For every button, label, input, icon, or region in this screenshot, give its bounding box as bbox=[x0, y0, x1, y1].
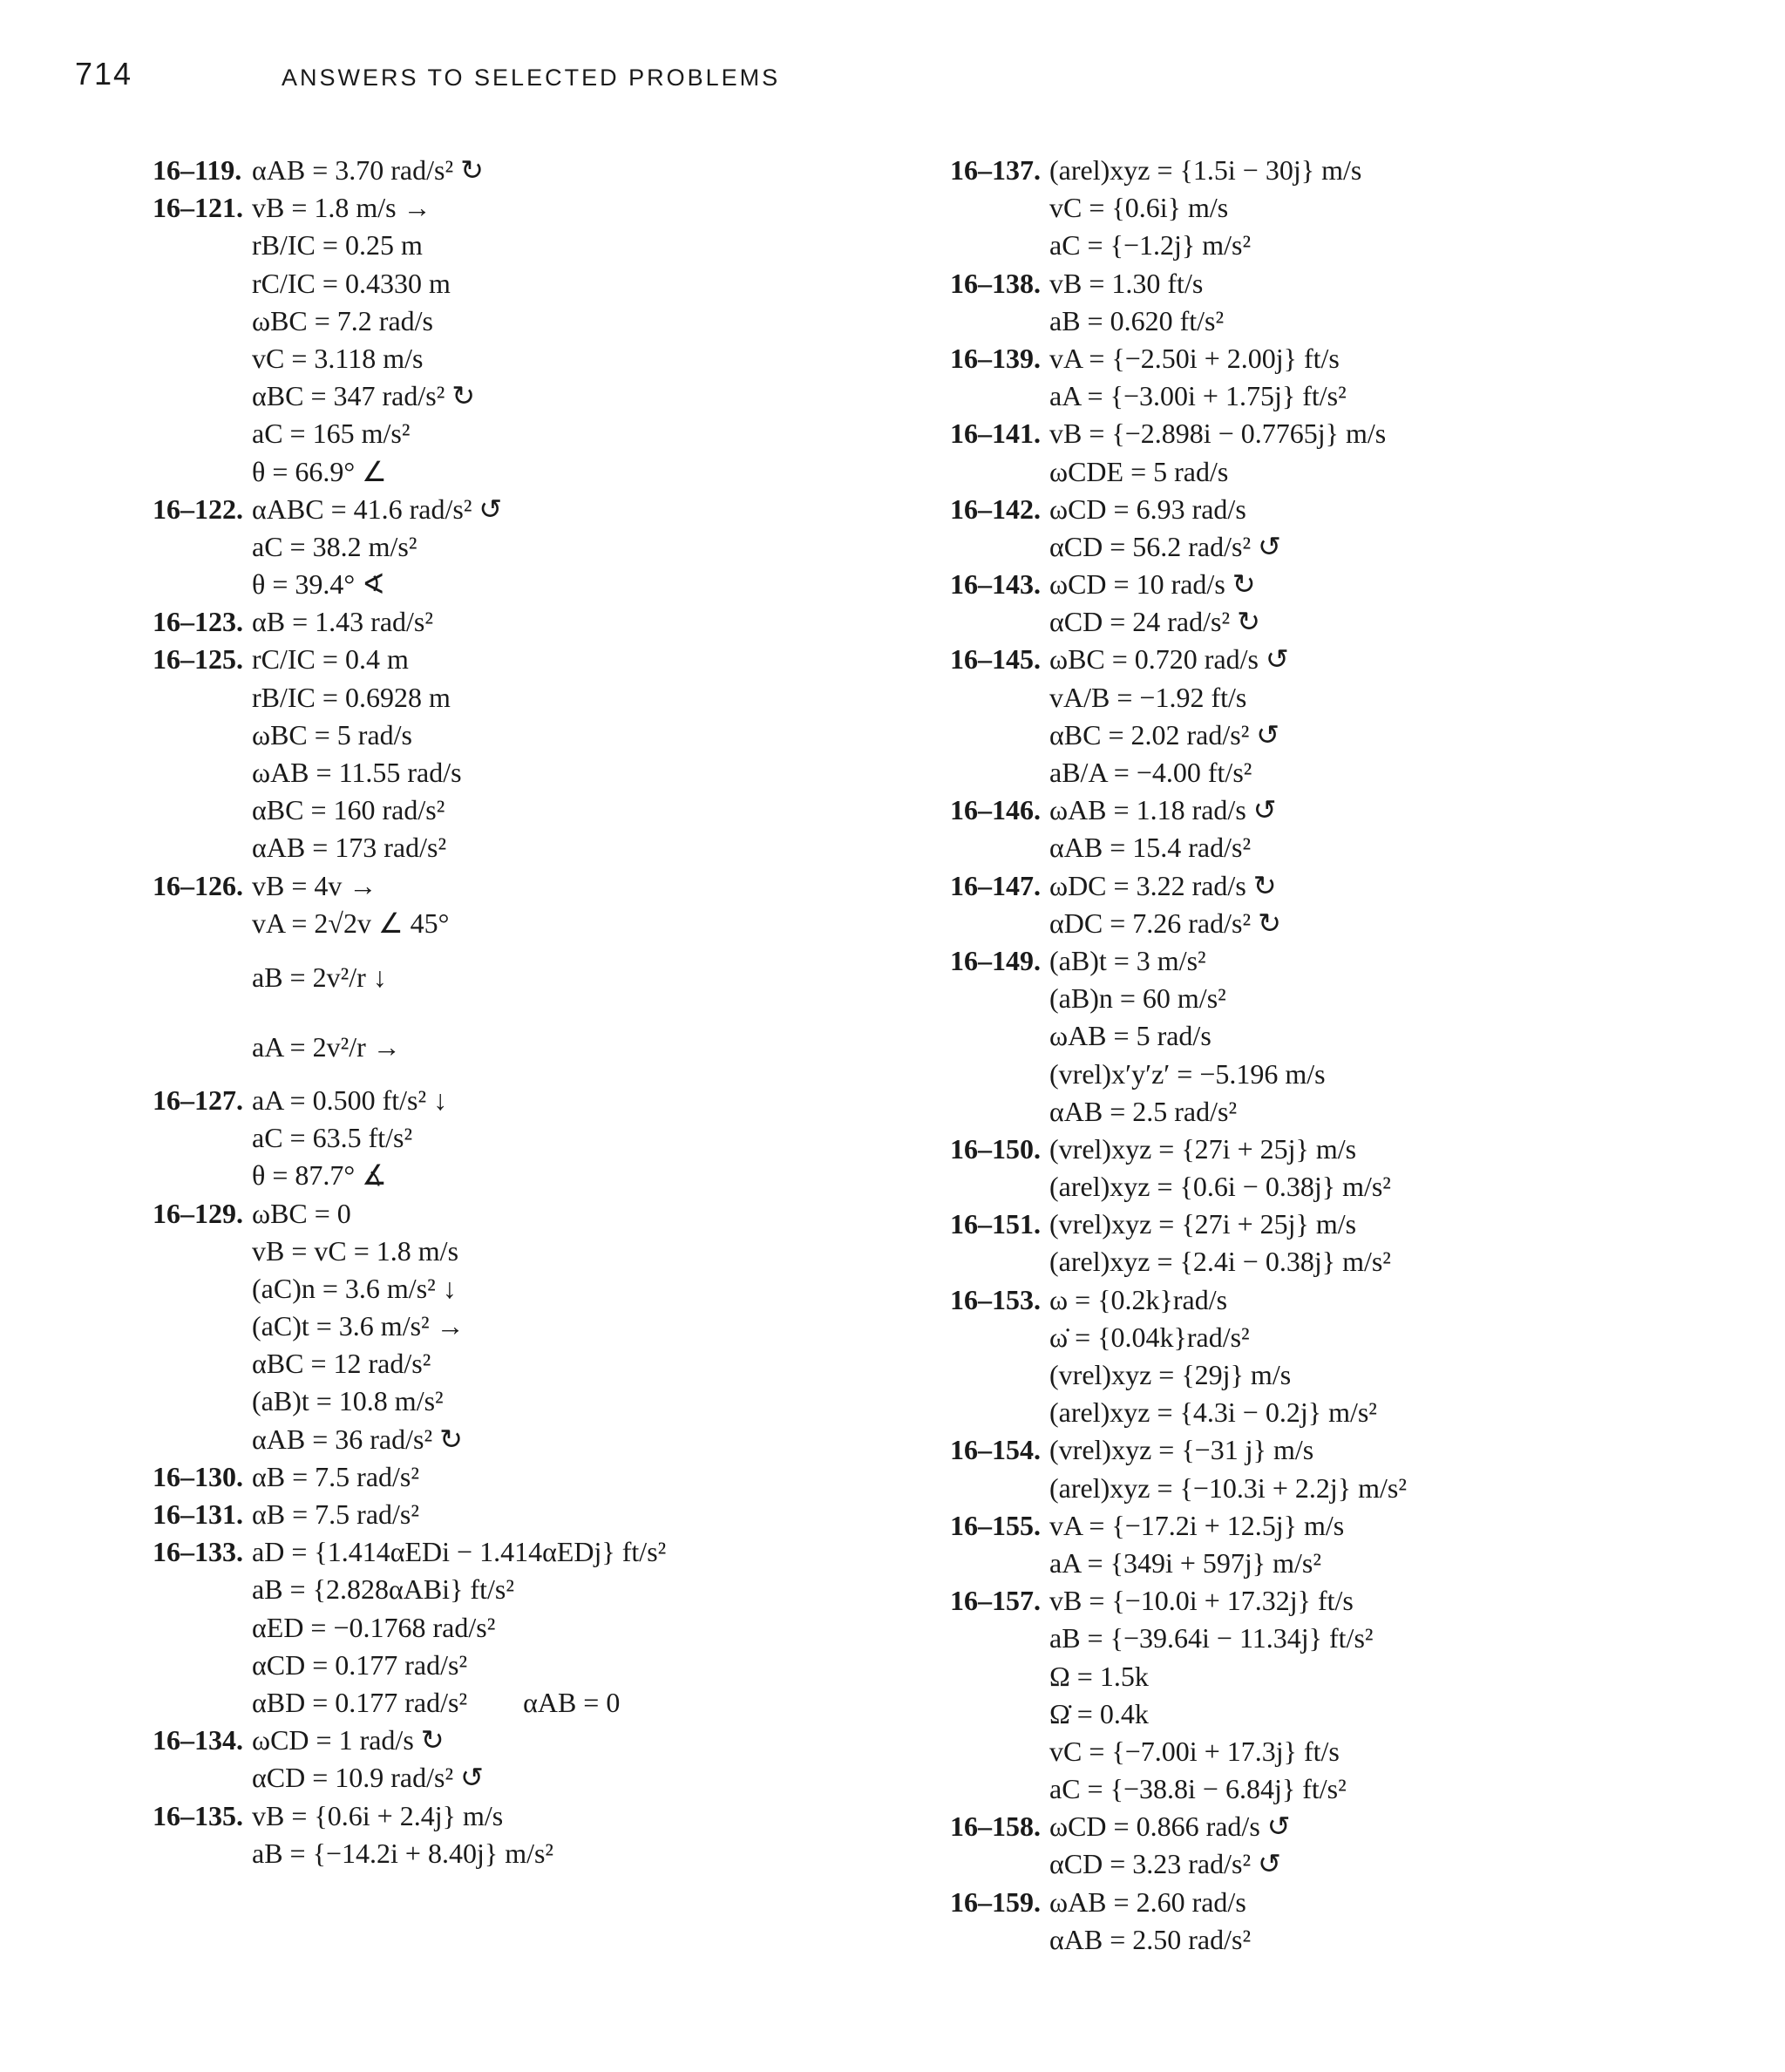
answer-line bbox=[153, 265, 937, 302]
answer-line bbox=[153, 415, 937, 452]
answer-text: ωDC = 3.22 rad/s ↻ bbox=[1049, 869, 1277, 901]
answer-text: vA = 2√2v ∠ 45° bbox=[252, 907, 450, 939]
answer-line bbox=[153, 1647, 937, 1684]
answer-line bbox=[950, 603, 1734, 641]
answer-line bbox=[153, 377, 937, 415]
answer-text: (aC)n = 3.6 m/s² ↓ bbox=[252, 1272, 457, 1304]
answer-line bbox=[950, 641, 1734, 678]
answer-text: ωAB = 11.55 rad/s bbox=[252, 757, 462, 788]
problem-number: 16–119. bbox=[153, 154, 242, 186]
problem-number: 16–150. bbox=[950, 1132, 1041, 1165]
answer-text: αBC = 347 rad/s² ↻ bbox=[252, 380, 476, 412]
answer-text: αAB = 3.70 rad/s² ↻ bbox=[252, 154, 484, 186]
answer-text: (aB)t = 10.8 m/s² bbox=[252, 1385, 444, 1417]
problem-number: 16–130. bbox=[153, 1460, 243, 1492]
answer-text: vC = 3.118 m/s bbox=[252, 342, 424, 374]
problem-number: 16–141. bbox=[950, 418, 1041, 450]
answer-line bbox=[950, 1695, 1734, 1733]
answer-line bbox=[950, 1206, 1734, 1243]
answer-text: (arel)xyz = {2.4i − 0.38j} m/s² bbox=[1049, 1246, 1391, 1278]
answer-line bbox=[153, 302, 937, 340]
problem-number: 16–159. bbox=[950, 1885, 1041, 1918]
answer-line bbox=[153, 1157, 937, 1194]
answer-line bbox=[950, 754, 1734, 791]
answer-line bbox=[950, 1356, 1734, 1394]
answer-text: aB = {−39.64i − 11.34j} ft/s² bbox=[1049, 1622, 1374, 1654]
answer-text: ωCD = 1 rad/s ↻ bbox=[252, 1724, 445, 1756]
answer-text: rC/IC = 0.4 m bbox=[252, 643, 409, 676]
answer-line bbox=[153, 528, 937, 566]
answer-text: αBD = 0.177 rad/s² bbox=[252, 1686, 468, 1718]
answer-line bbox=[950, 1770, 1734, 1808]
problem-number: 16–121. bbox=[153, 192, 243, 224]
answer-text: αCD = 0.177 rad/s² bbox=[252, 1648, 468, 1681]
answer-line bbox=[950, 1168, 1734, 1206]
answer-text: (arel)xyz = {4.3i − 0.2j} m/s² bbox=[1049, 1396, 1377, 1429]
answer-text: aB/A = −4.00 ft/s² bbox=[1049, 757, 1252, 788]
answer-line bbox=[950, 1582, 1734, 1620]
answer-line bbox=[153, 1835, 937, 1872]
answer-text: aC = 165 m/s² bbox=[252, 418, 411, 450]
answer-text: (vrel)xyz = {−31 j} m/s bbox=[1049, 1434, 1314, 1466]
answer-text: vA/B = −1.92 ft/s bbox=[1049, 681, 1247, 713]
answer-text: Ω̇ = 0.4k bbox=[1049, 1697, 1149, 1729]
answer-text: aB = {−14.2i + 8.40j} m/s² bbox=[252, 1837, 554, 1869]
problem-number: 16–158. bbox=[950, 1810, 1041, 1843]
answer-line bbox=[950, 1131, 1734, 1168]
problem-number: 16–125. bbox=[153, 643, 243, 676]
answer-text: αBC = 2.02 rad/s² ↺ bbox=[1049, 718, 1280, 751]
answer-text: (aC)t = 3.6 m/s² → bbox=[252, 1310, 465, 1342]
answer-line bbox=[153, 1722, 937, 1759]
answer-line bbox=[950, 453, 1734, 491]
answer-text: rB/IC = 0.6928 m bbox=[252, 681, 451, 713]
answer-line bbox=[950, 1845, 1734, 1883]
answer-line bbox=[950, 1243, 1734, 1281]
answer-line bbox=[950, 1733, 1734, 1770]
answer-line bbox=[153, 603, 937, 641]
problem-number: 16–131. bbox=[153, 1498, 243, 1530]
answer-text: vA = {−17.2i + 12.5j} m/s bbox=[1049, 1509, 1345, 1541]
answer-line bbox=[153, 491, 937, 528]
answer-line bbox=[950, 942, 1734, 980]
answer-line bbox=[950, 679, 1734, 717]
answer-text: ωAB = 2.60 rad/s bbox=[1049, 1885, 1246, 1918]
problem-number: 16–151. bbox=[950, 1208, 1041, 1240]
answer-text: θ = 66.9° ∠ bbox=[252, 455, 387, 487]
answer-text: ωAB = 5 rad/s bbox=[1049, 1020, 1211, 1052]
answer-line bbox=[153, 1195, 937, 1233]
answer-line bbox=[950, 377, 1734, 415]
answer-text: aC = {−1.2j} m/s² bbox=[1049, 229, 1252, 262]
answer-text: vA = {−2.50i + 2.00j} ft/s bbox=[1049, 342, 1340, 374]
answer-line bbox=[153, 1684, 937, 1722]
problem-number: 16–139. bbox=[950, 342, 1041, 374]
answer-text: vB = {−2.898i − 0.7765j} m/s bbox=[1049, 418, 1387, 450]
answer-text: αAB = 2.5 rad/s² bbox=[1049, 1095, 1238, 1127]
answer-text: αAB = 15.4 rad/s² bbox=[1049, 832, 1252, 864]
answer-line bbox=[153, 1458, 937, 1496]
answer-text: aA = 0.500 ft/s² ↓ bbox=[252, 1084, 448, 1116]
answer-text: vB = vC = 1.8 m/s bbox=[252, 1234, 459, 1267]
answer-line bbox=[950, 491, 1734, 528]
answer-line bbox=[950, 829, 1734, 866]
answer-line bbox=[153, 1759, 937, 1797]
answer-text: αB = 7.5 rad/s² bbox=[252, 1498, 419, 1530]
left-answer-column bbox=[153, 152, 937, 1872]
answer-text: ω̇ = {0.04k}rad/s² bbox=[1049, 1321, 1250, 1353]
page-number: 714 bbox=[75, 56, 133, 92]
answer-line bbox=[153, 641, 937, 678]
problem-number: 16–157. bbox=[950, 1585, 1041, 1617]
answer-line bbox=[153, 717, 937, 754]
answer-line bbox=[950, 1884, 1734, 1921]
answer-line bbox=[950, 1808, 1734, 1845]
answer-text: aB = 0.620 ft/s² bbox=[1049, 304, 1225, 336]
answer-line bbox=[153, 679, 937, 717]
answer-line bbox=[950, 265, 1734, 302]
answer-text: (aB)t = 3 m/s² bbox=[1049, 944, 1206, 976]
answer-line bbox=[153, 905, 937, 942]
problem-number: 16–134. bbox=[153, 1724, 243, 1756]
answer-line bbox=[950, 1470, 1734, 1507]
answer-text: (arel)xyz = {0.6i − 0.38j} m/s² bbox=[1049, 1171, 1391, 1203]
answer-text: αAB = 36 rad/s² ↻ bbox=[252, 1423, 463, 1455]
answer-text: aA = 2v²/r → bbox=[252, 1030, 401, 1063]
answer-line bbox=[950, 1658, 1734, 1695]
answer-line bbox=[950, 152, 1734, 189]
answer-text: αBC = 12 rad/s² bbox=[252, 1348, 431, 1380]
problem-number: 16–126. bbox=[153, 869, 243, 901]
answer-line bbox=[950, 980, 1734, 1017]
answer-text: vB = {0.6i + 2.4j} m/s bbox=[252, 1799, 504, 1831]
answer-text: αCD = 10.9 rad/s² ↺ bbox=[252, 1762, 484, 1794]
problem-number: 16–133. bbox=[153, 1536, 243, 1568]
answer-text: (vrel)x′y′z′ = −5.196 m/s bbox=[1049, 1057, 1326, 1090]
answer-line bbox=[950, 867, 1734, 905]
answer-text: θ = 39.4° ∢ bbox=[252, 568, 385, 601]
answer-text: αBC = 160 rad/s² bbox=[252, 794, 445, 826]
problem-number: 16–142. bbox=[950, 493, 1041, 525]
answer-line bbox=[950, 1921, 1734, 1959]
problem-number: 16–149. bbox=[950, 944, 1041, 976]
answer-line bbox=[153, 1345, 937, 1382]
answer-text: aC = 38.2 m/s² bbox=[252, 530, 417, 562]
answer-text: ωCD = 6.93 rad/s bbox=[1049, 493, 1246, 525]
answer-line bbox=[950, 1281, 1734, 1319]
problem-number: 16–135. bbox=[153, 1799, 243, 1831]
answer-line bbox=[950, 1093, 1734, 1131]
answer-line bbox=[153, 340, 937, 377]
answer-text: αDC = 7.26 rad/s² ↻ bbox=[1049, 907, 1281, 939]
answer-line bbox=[950, 302, 1734, 340]
running-head: ANSWERS TO SELECTED PROBLEMS bbox=[282, 65, 781, 91]
problem-number: 16–146. bbox=[950, 794, 1041, 826]
answer-text: Ω = 1.5k bbox=[1049, 1660, 1149, 1692]
answer-text: ωAB = 1.18 rad/s ↺ bbox=[1049, 794, 1277, 826]
answer-text: ωBC = 0.720 rad/s ↺ bbox=[1049, 643, 1289, 676]
answer-line bbox=[950, 717, 1734, 754]
answer-line bbox=[950, 566, 1734, 603]
answer-text: ωBC = 5 rad/s bbox=[252, 718, 412, 751]
answer-line bbox=[950, 1431, 1734, 1469]
answer-line bbox=[950, 528, 1734, 566]
answer-text: rB/IC = 0.25 m bbox=[252, 229, 423, 262]
answer-line bbox=[950, 905, 1734, 942]
answer-text: aA = {349i + 597j} m/s² bbox=[1049, 1546, 1321, 1579]
problem-number: 16–137. bbox=[950, 154, 1041, 186]
answer-line bbox=[153, 791, 937, 829]
answer-line bbox=[153, 189, 937, 227]
answer-line bbox=[153, 1382, 937, 1420]
answer-line bbox=[153, 152, 937, 189]
answer-line bbox=[153, 829, 937, 866]
answer-text: (vrel)xyz = {29j} m/s bbox=[1049, 1359, 1292, 1390]
answer-text: αCD = 56.2 rad/s² ↺ bbox=[1049, 530, 1281, 562]
answer-text: vB = 4v → bbox=[252, 869, 377, 901]
answer-text: αABC = 41.6 rad/s² ↺ bbox=[252, 493, 503, 525]
answer-line bbox=[950, 227, 1734, 264]
answer-text: aA = {−3.00i + 1.75j} ft/s² bbox=[1049, 380, 1347, 412]
answer-text: αB = 1.43 rad/s² bbox=[252, 606, 433, 638]
answer-text: αAB = 173 rad/s² bbox=[252, 832, 447, 864]
answer-text: vB = 1.30 ft/s bbox=[1049, 267, 1204, 299]
problem-number: 16–154. bbox=[950, 1434, 1041, 1466]
answer-line bbox=[153, 1270, 937, 1308]
answer-text: ωCD = 10 rad/s ↻ bbox=[1049, 568, 1256, 601]
answer-line bbox=[950, 1507, 1734, 1545]
answer-line bbox=[153, 1609, 937, 1647]
answer-text: aD = {1.414αEDi − 1.414αEDj} ft/s² bbox=[252, 1536, 667, 1568]
answer-line bbox=[153, 1533, 937, 1571]
answer-text: ωCDE = 5 rad/s bbox=[1049, 455, 1229, 487]
answer-text: αB = 7.5 rad/s² bbox=[252, 1460, 419, 1492]
answer-text: aB = {2.828αABi} ft/s² bbox=[252, 1573, 514, 1606]
answer-text: (arel)xyz = {1.5i − 30j} m/s bbox=[1049, 154, 1362, 186]
answer-line bbox=[153, 1496, 937, 1533]
answer-line bbox=[950, 1056, 1734, 1093]
answer-line bbox=[153, 1233, 937, 1270]
answer-text: αCD = 3.23 rad/s² ↺ bbox=[1049, 1848, 1281, 1880]
problem-number: 16–155. bbox=[950, 1509, 1041, 1541]
right-answer-column bbox=[950, 152, 1734, 1959]
answer-line bbox=[153, 1082, 937, 1119]
answer-line bbox=[153, 942, 937, 1012]
answer-text: αAB = 2.50 rad/s² bbox=[1049, 1923, 1252, 1955]
problem-number: 16–122. bbox=[153, 493, 243, 525]
problem-number: 16–129. bbox=[153, 1197, 243, 1229]
answer-text: θ = 87.7° ∡ bbox=[252, 1159, 387, 1192]
answer-line bbox=[950, 1319, 1734, 1356]
answer-line bbox=[950, 340, 1734, 377]
answer-line bbox=[950, 1394, 1734, 1431]
answer-text: vB = 1.8 m/s → bbox=[252, 192, 431, 224]
problem-number: 16–147. bbox=[950, 869, 1041, 901]
answer-line bbox=[950, 1017, 1734, 1055]
answer-text: aB = 2v²/r ↓ bbox=[252, 961, 387, 993]
answer-text: rC/IC = 0.4330 m bbox=[252, 267, 451, 299]
answer-text: (arel)xyz = {−10.3i + 2.2j} m/s² bbox=[1049, 1471, 1407, 1504]
answer-text: (vrel)xyz = {27i + 25j} m/s bbox=[1049, 1132, 1357, 1165]
answer-line bbox=[950, 791, 1734, 829]
answer-text: ωCD = 0.866 rad/s ↺ bbox=[1049, 1810, 1291, 1843]
answer-line bbox=[153, 754, 937, 791]
answer-text: vB = {−10.0i + 17.32j} ft/s bbox=[1049, 1585, 1354, 1617]
answer-text: ω = {0.2k}rad/s bbox=[1049, 1283, 1228, 1315]
answer-text: vC = {0.6i} m/s bbox=[1049, 192, 1229, 224]
answer-text: αED = −0.1768 rad/s² bbox=[252, 1611, 496, 1643]
answer-text: aC = 63.5 ft/s² bbox=[252, 1122, 413, 1154]
answer-line bbox=[153, 1797, 937, 1835]
problem-number: 16–127. bbox=[153, 1084, 243, 1116]
answer-text: vC = {−7.00i + 17.3j} ft/s bbox=[1049, 1735, 1340, 1767]
problem-number: 16–123. bbox=[153, 606, 243, 638]
answer-text: ωBC = 7.2 rad/s bbox=[252, 304, 433, 336]
problem-number: 16–145. bbox=[950, 643, 1041, 676]
answer-line bbox=[153, 1308, 937, 1345]
problem-number: 16–153. bbox=[950, 1283, 1041, 1315]
answer-line bbox=[153, 1571, 937, 1608]
problem-number: 16–138. bbox=[950, 267, 1041, 299]
answer-text: αCD = 24 rad/s² ↻ bbox=[1049, 606, 1260, 638]
answer-line bbox=[153, 1421, 937, 1458]
answer-line bbox=[153, 1119, 937, 1157]
problem-number: 16–143. bbox=[950, 568, 1041, 601]
answer-text: ωBC = 0 bbox=[252, 1197, 351, 1229]
answer-line bbox=[153, 227, 937, 264]
answer-line bbox=[950, 415, 1734, 452]
answer-line bbox=[153, 867, 937, 905]
answer-text: aC = {−38.8i − 6.84j} ft/s² bbox=[1049, 1773, 1347, 1805]
answer-line bbox=[153, 453, 937, 491]
answer-line bbox=[950, 1545, 1734, 1582]
answer-line bbox=[950, 189, 1734, 227]
answer-text: (aB)n = 60 m/s² bbox=[1049, 982, 1226, 1015]
answer-line bbox=[950, 1620, 1734, 1657]
answer-line bbox=[153, 566, 937, 603]
answer-text: (vrel)xyz = {27i + 25j} m/s bbox=[1049, 1208, 1357, 1240]
answer-text-secondary: αAB = 0 bbox=[523, 1686, 621, 1718]
answer-line bbox=[153, 1012, 937, 1082]
